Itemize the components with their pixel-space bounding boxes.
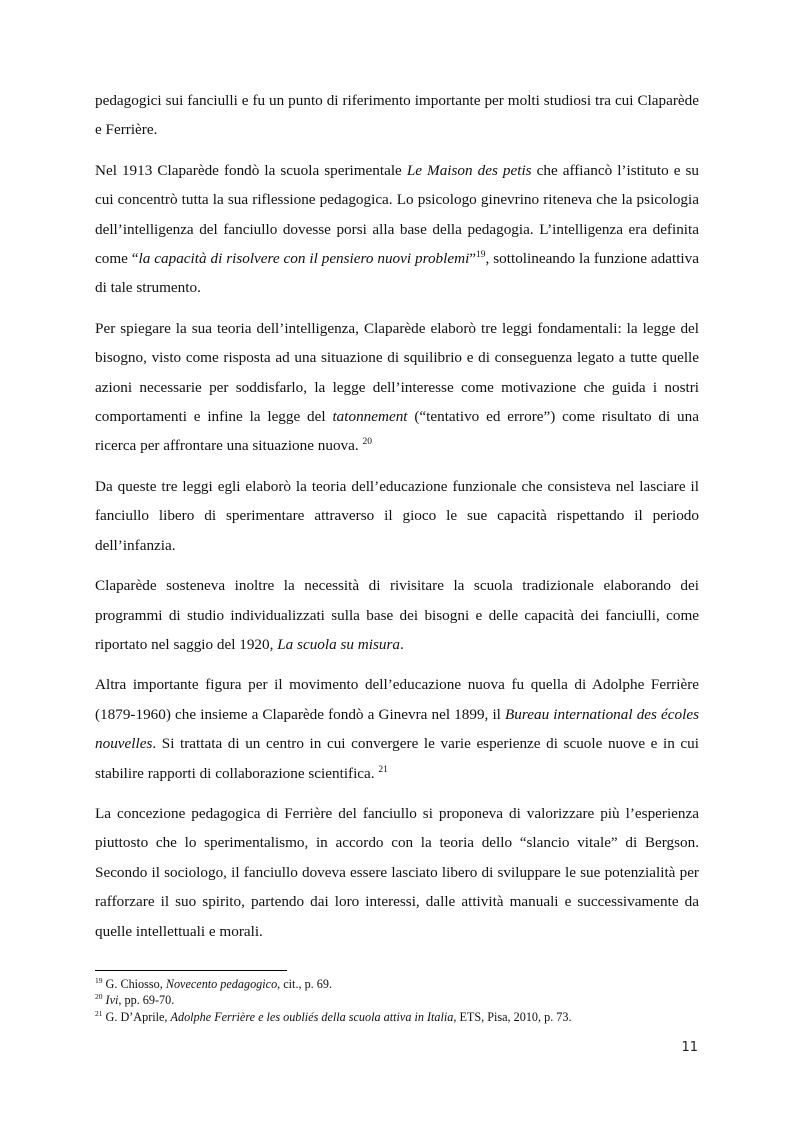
text-run: , sottolineando la funzione adattiva di tale strumento.	[95, 250, 699, 297]
text-run: Da queste tre leggi egli elaborò la teoria dell’educazione funzionale che consisteva nel lasciare il fanciullo libero di sperimentare attraverso il gioco le sue capacità rispettando il periodo dell’infanzia.	[95, 477, 699, 554]
paragraph	[95, 472, 699, 560]
text-run: che affiancò l’istituto e su cui concentrò tutta la sua riflessione pedagogica. Lo psicologo ginevrino riteneva che la psicologia dell’intelligenza del fanciullo dovesse porsi alla base della pedagogia. L’intelligenza era definita come “	[95, 161, 699, 268]
text-run: G. Chiosso,	[102, 977, 166, 991]
footnote-ref: 19	[476, 249, 486, 260]
text-run: pedagogici sui fanciulli e fu un punto di riferimento importante per molti studiosi tra cui Claparède e Ferrière.	[95, 92, 699, 139]
text-run: La concezione pedagogica di Ferrière del fanciullo si proponeva di valorizzare più l’esperienza piuttosto che lo sperimentalismo, in accordo con la teoria dello “slancio vitale” di Bergson. Secondo il sociologo, il fanciullo doveva essere lasciato libero di sviluppare le sue potenzialità per rafforzare il suo spirito, partendo dai loro interessi, dalle attività manuali e successivamente da quelle intellettuali e morali.	[95, 804, 699, 940]
paragraph	[95, 670, 699, 788]
footnote-ref: 21	[95, 1008, 103, 1018]
footnote-ref: 21	[378, 764, 388, 775]
italic-text: Bureau international des écoles nouvelles	[95, 705, 699, 753]
text-run: .	[400, 635, 404, 653]
text-run: Claparède sosteneva inoltre la necessità di rivisitare la scuola tradizionale elaborando dei programmi di studio individualizzati sulla base dei bisogni e delle capacità dei fanciulli, come riportato nel saggio del 1920,	[95, 577, 699, 653]
footnote	[95, 1009, 699, 1025]
text-run: Nel 1913 Claparède fondò la scuola sperimentale	[95, 161, 407, 179]
text-run: , pp. 69-70.	[118, 993, 175, 1008]
footnote-ref: 20	[362, 437, 372, 448]
text-run: G. D’Aprile,	[102, 1009, 171, 1024]
paragraph	[95, 799, 699, 946]
italic-text: Novecento pedagogico	[165, 977, 278, 991]
italic-text: La scuola su misura	[277, 635, 401, 653]
text-run: , cit., p. 69.	[277, 977, 333, 991]
italic-text: Ivi	[105, 993, 119, 1008]
footnote-ref: 20	[95, 992, 103, 1002]
paragraph	[95, 86, 699, 145]
text-run: , ETS, Pisa, 2010, p. 73.	[453, 1009, 572, 1024]
text-run: ”	[469, 250, 477, 268]
italic-text: Le Maison des petis	[406, 161, 532, 179]
text-run: Per spiegare la sua teoria dell’intelligenza, Claparède elaborò tre leggi fondamentali: la legge del bisogno, visto come risposta ad una situazione di squilibrio e di conseguenza legato a tutte quelle azioni necessarie per soddisfarlo, la legge dell’interesse come motivazione che guida i nostri comportamenti e infine la legge del	[95, 319, 699, 426]
body-text	[95, 86, 699, 957]
italic-text: Adolphe Ferrière e les oubliés della scuola attiva in Italia	[170, 1009, 454, 1024]
page-number: 11	[681, 1040, 698, 1055]
footnote-separator	[95, 970, 287, 971]
text-run: Altra importante figura per il movimento dell’educazione nuova fu quella di Adolphe Ferrière (1879-1960) che insieme a Claparède fondò a Ginevra nel 1899, il	[95, 676, 699, 723]
footnote	[95, 992, 699, 1008]
text-run: (“tentativo ed errore”) come risultato di una ricerca per affrontare una situazione nuova.	[95, 408, 699, 455]
italic-text: tatonnement	[332, 408, 408, 426]
paragraph	[95, 156, 699, 303]
footnote-ref: 19	[95, 975, 103, 985]
paragraph	[95, 314, 699, 461]
paragraph	[95, 571, 699, 659]
italic-text: la capacità di risolvere con il pensiero nuovi problemi	[138, 250, 470, 268]
text-run: . Si trattata di un centro in cui convergere le varie esperienze di scuole nuove e in cui stabilire rapporti di collaborazione scientifica.	[95, 735, 699, 782]
footnotes	[95, 976, 699, 1025]
footnote	[95, 976, 699, 992]
